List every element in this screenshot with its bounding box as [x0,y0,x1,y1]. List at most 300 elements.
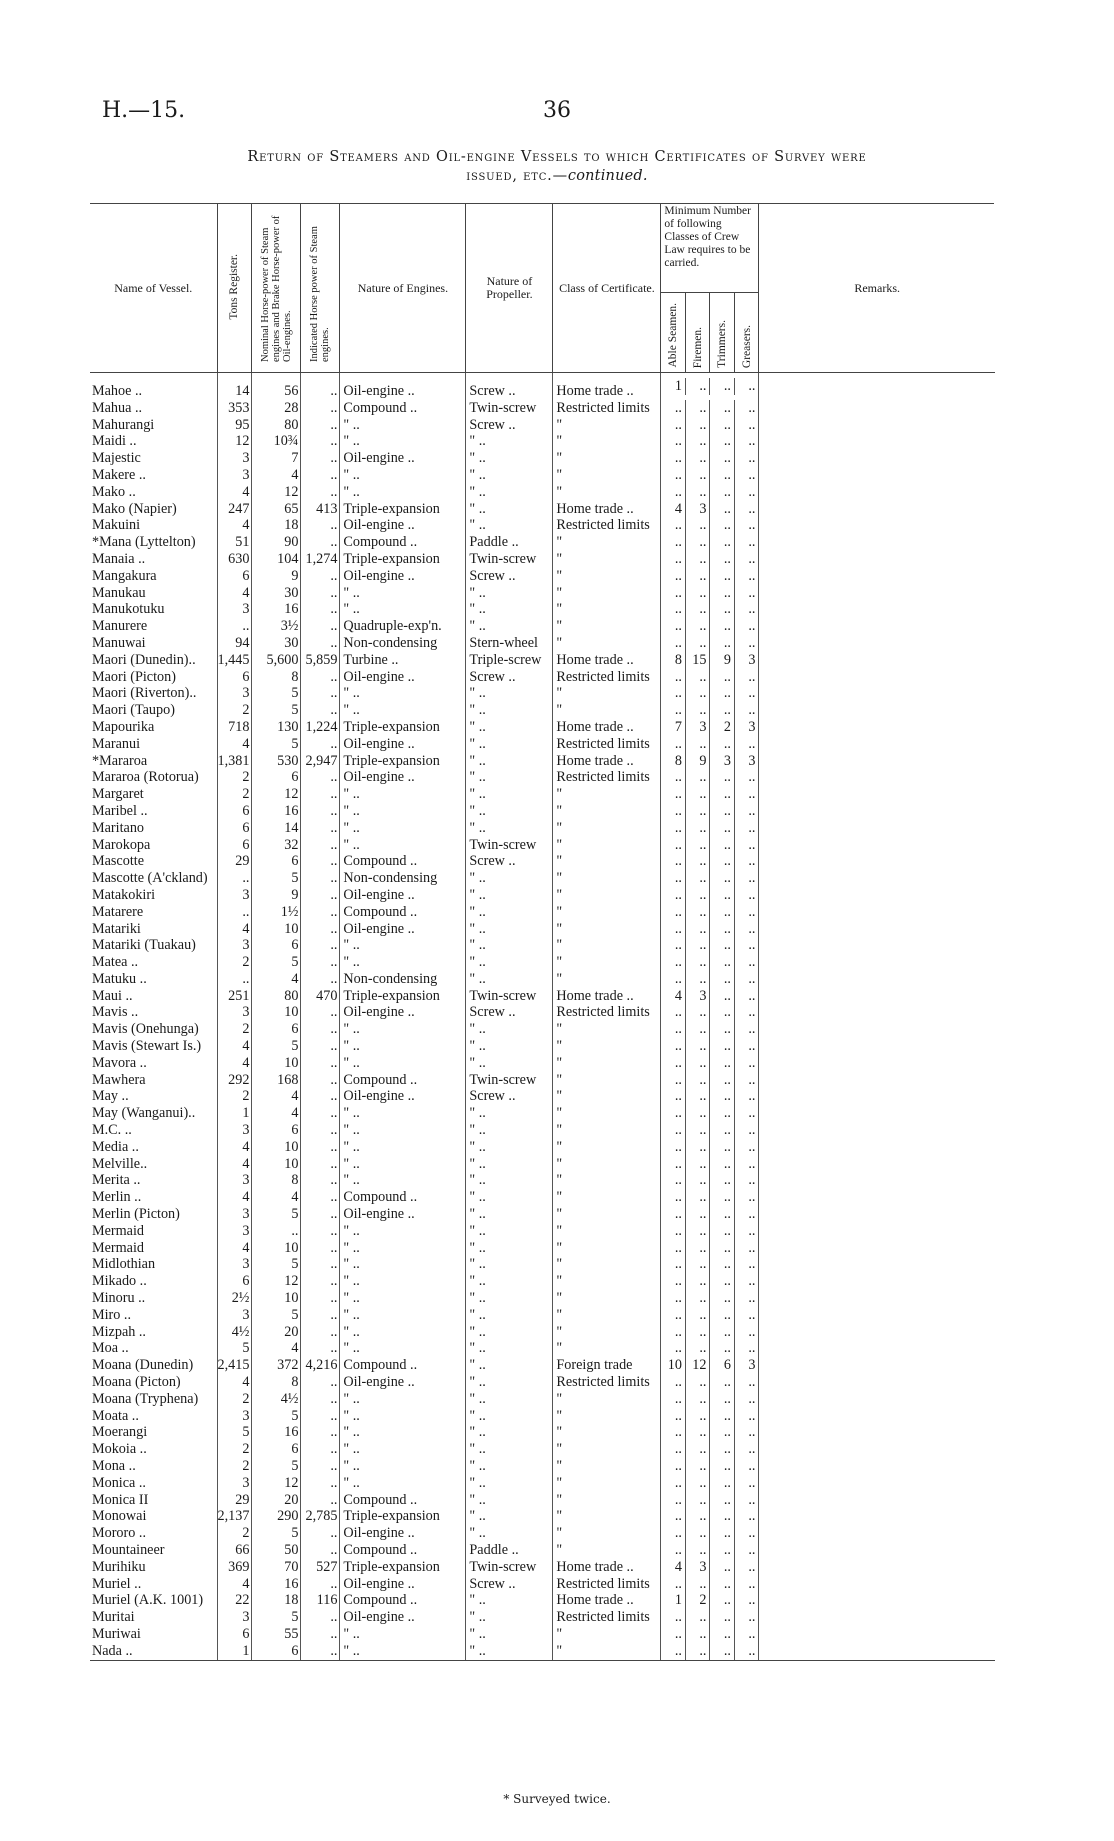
table-row [90,568,995,585]
indicated-horse-power: .. [301,618,340,635]
remarks [759,551,995,568]
vessel-name: *Mana (Lyttelton) [90,534,217,551]
nominal-horse-power: 30 [252,585,301,602]
indicated-horse-power: .. [301,1038,340,1055]
greasers: .. [748,1625,756,1642]
able-seamen: .. [661,702,686,719]
vessel-name: Muriwai [90,1626,217,1643]
firemen: 3 [686,719,711,736]
firemen: .. [686,1139,711,1156]
able-seamen: .. [661,1508,686,1525]
greasers: .. [748,1138,756,1155]
remarks [759,467,995,484]
nature-of-propeller: " .. [466,1240,553,1257]
remarks [759,1441,995,1458]
trimmers: .. [710,853,735,870]
nature-of-engines: Oil-engine .. [340,669,466,686]
class-of-certificate: " [553,450,661,467]
crew-counts [661,736,759,753]
indicated-horse-power: .. [301,1374,340,1391]
greasers: 3 [748,718,756,735]
remarks [759,820,995,837]
class-of-certificate: " [553,1273,661,1290]
vessel-name: Maui .. [90,988,217,1005]
table-row [90,1525,995,1542]
nature-of-propeller: " .. [466,719,553,736]
able-seamen: .. [661,1374,686,1391]
nominal-horse-power: 16 [252,803,301,820]
trimmers: .. [710,870,735,887]
firemen: .. [686,769,711,786]
tons-register: 4 [217,517,252,534]
trimmers: .. [710,1324,735,1341]
crew-counts [661,1055,759,1072]
nominal-horse-power: 4 [252,971,301,988]
class-of-certificate: " [553,702,661,719]
table-row [90,534,995,551]
able-seamen: .. [661,1643,686,1660]
indicated-horse-power: .. [301,1391,340,1408]
table-row [90,786,995,803]
nature-of-engines: " .. [340,820,466,837]
nature-of-propeller: " .. [466,803,553,820]
class-of-certificate: " [553,1021,661,1038]
greasers: .. [748,500,756,517]
able-seamen: .. [661,837,686,854]
vessel-name: Merlin .. [90,1189,217,1206]
nature-of-propeller: " .. [466,1189,553,1206]
vessel-name: M.C. .. [90,1122,217,1139]
crew-counts [661,585,759,602]
nominal-horse-power: 5 [252,702,301,719]
indicated-horse-power: .. [301,635,340,652]
class-of-certificate: " [553,1290,661,1307]
nature-of-propeller: Twin-screw [466,1072,553,1089]
table-row [90,685,995,702]
tons-register: .. [217,870,252,887]
greasers: .. [748,1071,756,1088]
vessel-name: Matariki (Tuakau) [90,937,217,954]
tons-register: 4 [217,1139,252,1156]
table-row [90,652,995,669]
vessel-name: Monowai [90,1508,217,1525]
remarks [759,1122,995,1139]
vessel-name: Mavora .. [90,1055,217,1072]
crew-counts [661,1508,759,1525]
greasers: .. [748,903,756,920]
indicated-horse-power: .. [301,1088,340,1105]
trimmers: .. [710,1391,735,1408]
firemen: 3 [686,988,711,1005]
greasers: .. [748,1088,756,1105]
nature-of-engines: " .. [340,837,466,854]
nature-of-propeller: " .. [466,1038,553,1055]
table-row [90,853,995,870]
indicated-horse-power: .. [301,853,340,870]
remarks [759,803,995,820]
able-seamen: .. [661,1105,686,1122]
greasers: .. [748,1575,756,1592]
table-row [90,1458,995,1475]
nature-of-propeller: " .. [466,501,553,518]
table-row [90,1189,995,1206]
able-seamen: 1 [661,1592,686,1609]
remarks [759,971,995,988]
vessel-name: Mavis (Onehunga) [90,1021,217,1038]
firemen: .. [686,669,711,686]
tons-register: 14 [217,373,252,400]
class-of-certificate: " [553,1240,661,1257]
nominal-horse-power: 5 [252,1206,301,1223]
remarks [759,887,995,904]
remarks [759,685,995,702]
class-of-certificate: " [553,1223,661,1240]
able-seamen: .. [661,1055,686,1072]
greasers: .. [748,399,756,416]
nominal-horse-power: 5,600 [252,652,301,669]
trimmers: .. [710,1508,735,1525]
nature-of-engines: Oil-engine .. [340,568,466,585]
able-seamen: .. [661,1609,686,1626]
greasers: .. [748,1122,756,1139]
remarks [759,1021,995,1038]
able-seamen: .. [661,685,686,702]
crew-counts [661,400,759,417]
firemen: .. [686,921,711,938]
trimmers: .. [710,534,735,551]
indicated-horse-power: .. [301,1105,340,1122]
nature-of-propeller: Screw .. [466,1004,553,1021]
trimmers: .. [710,1592,735,1609]
nominal-horse-power: 7 [252,450,301,467]
table-row [90,517,995,534]
remarks [759,1139,995,1156]
firemen: .. [686,1508,711,1525]
col-header-certificate: Class of Certificate. [553,204,661,373]
nature-of-engines: " .. [340,786,466,803]
class-of-certificate: Restricted limits [553,736,661,753]
class-of-certificate: " [553,1088,661,1105]
remarks [759,450,995,467]
able-seamen: .. [661,1475,686,1492]
nominal-horse-power: 5 [252,1609,301,1626]
remarks [759,1508,995,1525]
nature-of-propeller: " .. [466,736,553,753]
tons-register: 251 [217,988,252,1005]
class-of-certificate: " [553,1122,661,1139]
indicated-horse-power: .. [301,954,340,971]
remarks [759,517,995,534]
crew-counts [661,837,759,854]
table-row [90,1576,995,1593]
nominal-horse-power: 6 [252,937,301,954]
trimmers: .. [710,1525,735,1542]
nature-of-engines: Oil-engine .. [340,1374,466,1391]
indicated-horse-power: .. [301,971,340,988]
nature-of-propeller: " .. [466,1626,553,1643]
vessel-name: Maritano [90,820,217,837]
vessel-name: Maranui [90,736,217,753]
firemen: .. [686,1458,711,1475]
nominal-horse-power: 5 [252,1408,301,1425]
indicated-horse-power: .. [301,702,340,719]
nature-of-engines: " .. [340,1290,466,1307]
firemen: .. [686,378,711,395]
trimmers: .. [710,1408,735,1425]
firemen: 9 [686,753,711,770]
nominal-horse-power: 16 [252,1576,301,1593]
crew-counts [661,1542,759,1559]
class-of-certificate: " [553,1458,661,1475]
able-seamen: .. [661,417,686,434]
nature-of-propeller: Twin-screw [466,837,553,854]
trimmers: 2 [710,719,735,736]
crew-counts [661,1021,759,1038]
crew-counts [661,1273,759,1290]
vessel-name: Muritai [90,1609,217,1626]
tons-register: 3 [217,1408,252,1425]
trimmers: .. [710,837,735,854]
nature-of-propeller: Stern-wheel [466,635,553,652]
firemen: .. [686,417,711,434]
trimmers: .. [710,1072,735,1089]
trimmers: .. [710,501,735,518]
trimmers: .. [710,820,735,837]
indicated-horse-power: .. [301,517,340,534]
nature-of-engines: Oil-engine .. [340,921,466,938]
crew-counts [661,1357,759,1374]
remarks [759,1038,995,1055]
nature-of-propeller: " .. [466,786,553,803]
vessel-name: Mararoa (Rotorua) [90,769,217,786]
able-seamen: .. [661,484,686,501]
nature-of-engines: Compound .. [340,853,466,870]
trimmers: .. [710,937,735,954]
crew-counts [661,484,759,501]
nature-of-engines: Triple-expansion [340,988,466,1005]
indicated-horse-power: .. [301,433,340,450]
greasers: 3 [748,651,756,668]
nominal-horse-power: 56 [252,373,301,400]
trimmers: .. [710,467,735,484]
nature-of-engines: Turbine .. [340,652,466,669]
nature-of-propeller: " .. [466,769,553,786]
trimmers: .. [710,517,735,534]
tons-register: 6 [217,669,252,686]
class-of-certificate: Home trade .. [553,719,661,736]
tons-register: 12 [217,433,252,450]
able-seamen: 4 [661,988,686,1005]
trimmers: .. [710,1492,735,1509]
nature-of-engines: " .. [340,1408,466,1425]
nominal-horse-power: 10 [252,1139,301,1156]
firemen: .. [686,1088,711,1105]
class-of-certificate: " [553,1424,661,1441]
trimmers: .. [710,904,735,921]
trimmers: .. [710,601,735,618]
indicated-horse-power: 4,216 [301,1357,340,1374]
class-of-certificate: " [553,853,661,870]
indicated-horse-power: .. [301,1408,340,1425]
vessel-name: Makuini [90,517,217,534]
greasers: .. [748,954,756,971]
table-row [90,887,995,904]
trimmers: .. [710,551,735,568]
able-seamen: .. [661,1139,686,1156]
table-row [90,1273,995,1290]
indicated-horse-power: .. [301,1021,340,1038]
nature-of-propeller: Screw .. [466,1088,553,1105]
nature-of-engines: " .. [340,585,466,602]
indicated-horse-power: .. [301,467,340,484]
nominal-horse-power: 8 [252,1374,301,1391]
tons-register: 2,137 [217,1508,252,1525]
class-of-certificate: " [553,1072,661,1089]
tons-register: 3 [217,685,252,702]
greasers: .. [748,1609,756,1626]
remarks [759,1156,995,1173]
vessel-name: Matakokiri [90,887,217,904]
firemen: .. [686,1189,711,1206]
greasers: .. [748,1525,756,1542]
vessel-name: Moana (Picton) [90,1374,217,1391]
able-seamen: .. [661,1038,686,1055]
tons-register: 2½ [217,1290,252,1307]
nature-of-engines: Oil-engine .. [340,517,466,534]
indicated-horse-power: .. [301,484,340,501]
nominal-horse-power: 8 [252,1172,301,1189]
nominal-horse-power: 6 [252,1643,301,1660]
nature-of-engines: Oil-engine .. [340,1206,466,1223]
crew-counts [661,1122,759,1139]
nominal-horse-power: 28 [252,400,301,417]
col-header-trimmers: Trimmers. [710,293,735,372]
crew-counts [661,971,759,988]
nature-of-propeller: " .. [466,1525,553,1542]
firemen: .. [686,1324,711,1341]
able-seamen: .. [661,618,686,635]
vessel-name: Mahoe .. [90,373,217,400]
nature-of-engines: " .. [340,803,466,820]
vessel-name: Mountaineer [90,1542,217,1559]
firemen: .. [686,1072,711,1089]
tons-register: 6 [217,1626,252,1643]
trimmers: .. [710,1424,735,1441]
nominal-horse-power: 5 [252,1458,301,1475]
remarks [759,1525,995,1542]
crew-counts [661,904,759,921]
indicated-horse-power: .. [301,837,340,854]
nature-of-engines: " .. [340,484,466,501]
able-seamen: .. [661,1072,686,1089]
title-continued: continued. [567,168,648,184]
trimmers: .. [710,1609,735,1626]
crew-counts [661,1525,759,1542]
firemen: .. [686,618,711,635]
remarks [759,921,995,938]
table-row [90,820,995,837]
table-row [90,1592,995,1609]
firemen: .. [686,1206,711,1223]
greasers: .. [748,378,756,394]
greasers: .. [748,601,756,618]
indicated-horse-power: .. [301,1189,340,1206]
tons-register: 29 [217,853,252,870]
firemen: .. [686,1273,711,1290]
greasers: .. [748,618,756,635]
able-seamen: .. [661,1189,686,1206]
indicated-horse-power: .. [301,1290,340,1307]
firemen: .. [686,1256,711,1273]
nature-of-propeller: " .. [466,618,553,635]
nature-of-engines: Compound .. [340,1189,466,1206]
nominal-horse-power: 80 [252,988,301,1005]
nature-of-propeller: " .. [466,1172,553,1189]
firemen: .. [686,1223,711,1240]
table-row [90,719,995,736]
table-row [90,601,995,618]
firemen: .. [686,954,711,971]
able-seamen: .. [661,669,686,686]
crew-counts [661,820,759,837]
crew-counts [661,1290,759,1307]
nature-of-propeller: " .. [466,1223,553,1240]
remarks [759,702,995,719]
indicated-horse-power: .. [301,1055,340,1072]
remarks [759,417,995,434]
remarks [759,652,995,669]
trimmers: .. [710,1156,735,1173]
table-row [90,433,995,450]
vessel-name: Mascotte [90,853,217,870]
tons-register: 369 [217,1559,252,1576]
trimmers: 9 [710,652,735,669]
greasers: .. [748,1424,756,1441]
vessels-table [90,204,995,1661]
able-seamen: .. [661,433,686,450]
indicated-horse-power: .. [301,1542,340,1559]
remarks [759,954,995,971]
nature-of-engines: " .. [340,1475,466,1492]
nature-of-engines: " .. [340,1156,466,1173]
firemen: .. [686,1492,711,1509]
crew-counts [661,551,759,568]
class-of-certificate: Restricted limits [553,400,661,417]
nature-of-propeller: " .. [466,1122,553,1139]
tons-register: 22 [217,1592,252,1609]
indicated-horse-power: .. [301,1626,340,1643]
table-row [90,1240,995,1257]
nature-of-engines: " .. [340,1240,466,1257]
footnote: * Surveyed twice. [503,1792,611,1806]
tons-register: 66 [217,1542,252,1559]
able-seamen: .. [661,820,686,837]
firemen: .. [686,1643,711,1660]
class-of-certificate: Restricted limits [553,669,661,686]
remarks [759,1609,995,1626]
nature-of-propeller: " .. [466,937,553,954]
vessel-name: Mokoia .. [90,1441,217,1458]
nature-of-propeller: Twin-screw [466,1559,553,1576]
firemen: 12 [686,1357,711,1374]
trimmers: .. [710,1307,735,1324]
class-of-certificate: " [553,803,661,820]
indicated-horse-power: .. [301,585,340,602]
remarks [759,719,995,736]
trimmers: .. [710,1139,735,1156]
firemen: .. [686,887,711,904]
tons-register: 4 [217,1055,252,1072]
